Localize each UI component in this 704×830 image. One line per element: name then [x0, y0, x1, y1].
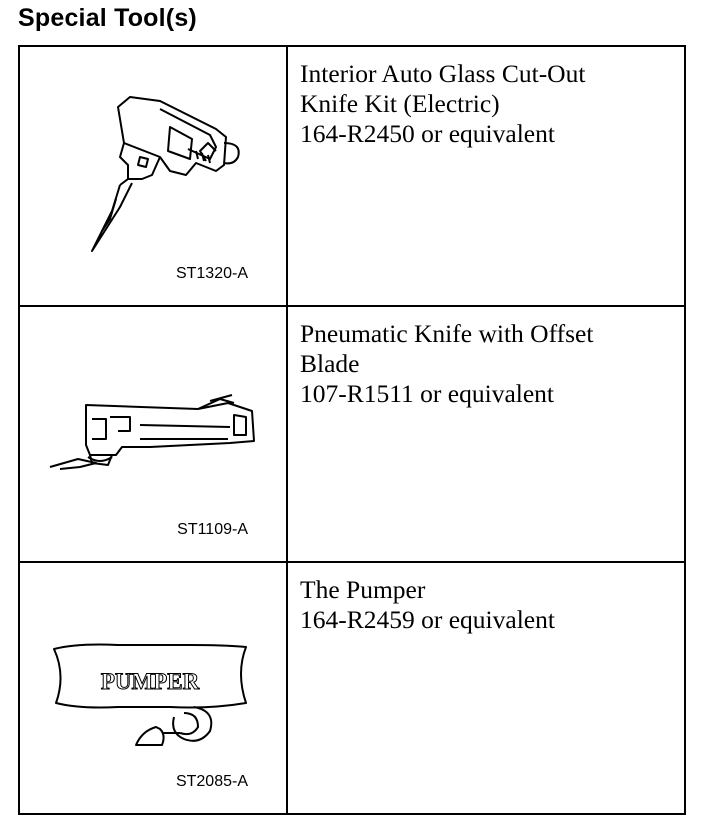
tool-illustration-cell	[20, 47, 288, 305]
page-title: Special Tool(s)	[18, 4, 197, 32]
tool-name-line: Interior Auto Glass Cut-Out	[300, 59, 586, 88]
tool-name-line: Knife Kit (Electric)	[300, 89, 500, 118]
tool-code: ST2085-A	[175, 773, 248, 790]
tool-name-line: Pneumatic Knife with Offset	[300, 319, 594, 348]
tool-part-number: 164-R2450 or equivalent	[300, 119, 555, 148]
tool-name-line: The Pumper	[300, 575, 426, 604]
tool-name-line: Blade	[300, 349, 360, 378]
table-row	[20, 47, 684, 305]
tool-part-number: 164-R2459 or equivalent	[300, 605, 555, 634]
tool-description	[288, 47, 684, 305]
special-tools-table	[18, 45, 686, 815]
tool-code: ST1109-A	[177, 521, 248, 538]
tool-code: ST1320-A	[175, 265, 248, 282]
tool-description	[288, 563, 684, 813]
table-row	[20, 561, 684, 813]
table-row	[20, 305, 684, 561]
tool-illustration-cell	[20, 563, 288, 813]
pumper-label: PUMPER	[100, 669, 200, 694]
tool-part-number: 107-R1511 or equivalent	[300, 379, 555, 408]
tool-illustration-cell	[20, 307, 288, 561]
tool-description	[288, 307, 684, 561]
